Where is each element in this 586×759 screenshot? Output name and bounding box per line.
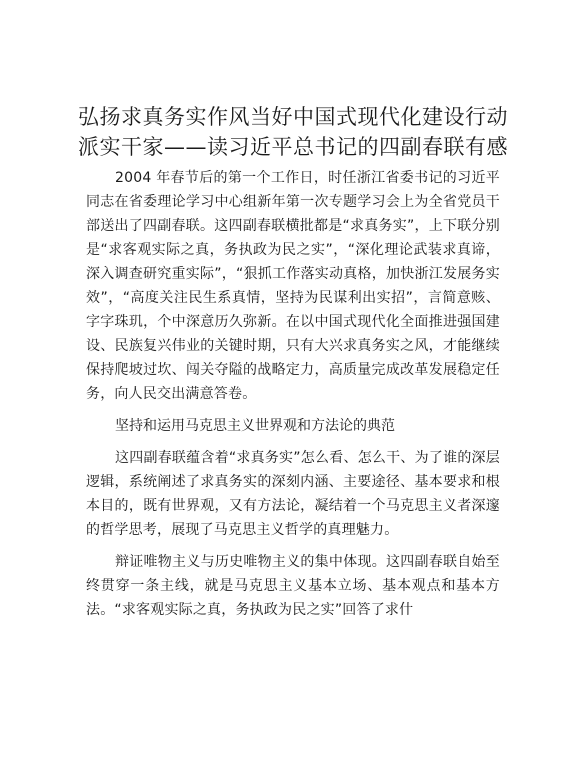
paragraph-dialectic: 辩证唯物主义与历史唯物主义的集中体现。这四副春联自始至终贯穿一条主线，就是马克思主义基本立场、基本观点和基本方法。“求客观实际之真，务执政为民之实”回答了求什: [86, 554, 500, 618]
paragraph-logic: 这四副春联蕴含着“求真务实”怎么看、怎么干、为了谁的深层逻辑，系统阐述了求真务实的深刻内涵、主要途径、基本要求和根本目的，既有世界观，又有方法论，凝结着一个马克思主义者深邃的哲学思考，展现了马克思主义哲学的真理魅力。: [86, 450, 500, 538]
title-line-1: 弘扬求真务实作风当好中国式现代化建设行动: [78, 105, 508, 129]
paragraph-gap: [86, 542, 500, 550]
document-body: [86, 166, 500, 622]
document-title: [60, 102, 526, 162]
title-line-2: 派实干家——读习近平总书记的四副春联有感: [78, 135, 508, 159]
paragraph-intro: 2004 年春节后的第一个工作日，时任浙江省委书记的习近平同志在省委理论学习中心组新年第一次专题学习会上为全省党员干部送出了四副春联。这四副春联横批都是“求真务实”，上下联分别是“求客观实际之真，务执政为民之实”，“深化理论武装求真谛，深入调查研究重实际”，“狠抓工作落实动真格，加快浙江发展务实效”，“高度关注民生系真情，坚持为民谋利出实招”，言简意赅、字字珠玑，个中深意历久弥新。在以中国式现代化全面推进强国建设、民族复兴伟业的关键时期，只有大兴求真务实之风，才能继续保持爬坡过坎、闯关夺隘的战略定力，高质量完成改革发展稳定任务，向人民交出满意答卷。: [86, 170, 500, 402]
section-heading: 坚持和运用马克思主义世界观和方法论的典范: [115, 418, 395, 434]
